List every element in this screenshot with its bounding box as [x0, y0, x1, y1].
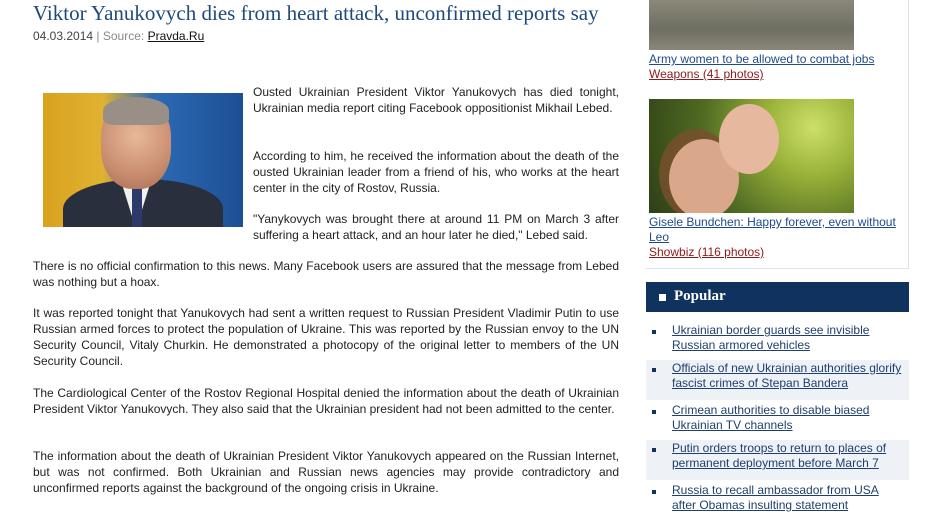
popular-link-2[interactable]: Officials of new Ukrainian authorities glorify fascist crimes of Stepan Bandera [672, 361, 902, 390]
article-photo [43, 93, 243, 227]
article-paragraph-1: Ousted Ukrainian President Viktor Yanukovych has died tonight, Ukrainian media report citing Facebook oppositionist Mikhail Lebed. [253, 85, 619, 115]
gallery-thumb-gisele[interactable] [649, 99, 854, 213]
bullet-icon [652, 368, 656, 372]
popular-link-4[interactable]: Putin orders troops to return to places of permanent deployment before March 7 [672, 441, 887, 470]
gallery-thumb-army[interactable] [649, 0, 854, 50]
gallery-category-weapons[interactable]: Weapons (41 photos) [649, 67, 764, 81]
popular-item [646, 360, 909, 400]
bullet-icon [652, 410, 656, 414]
article-paragraph-7: The information about the death of Ukrainian President Viktor Yanukovych appeared on the Russian Internet, but was not confirmed. Both Ukrainian and Russian news agencies may provide contradictory and unconfirmed reports against the background of the ongoing crisis in Ukraine. [33, 449, 619, 495]
bullet-icon [652, 330, 656, 334]
popular-title: Popular [674, 288, 726, 304]
popular-link-5[interactable]: Russia to recall ambassador from USA after Obamas insulting statement [672, 483, 879, 512]
source-link[interactable]: Pravda.Ru [147, 29, 205, 43]
article-paragraph-4: There is no official confirmation to this news. Many Facebook users are assured that the message from Lebed was nothing but a hoax. [33, 259, 619, 289]
article [33, 0, 619, 495]
gallery-link-gisele[interactable]: Gisele Bundchen: Happy forever, even without Leo [649, 215, 896, 244]
gallery-category-showbiz[interactable]: Showbiz (116 photos) [649, 245, 765, 259]
article-date: 04.03.2014 [33, 29, 94, 43]
article-paragraph-3: "Yanykovych was brought there at around 11 PM on March 3 after suffering a heart attack, and an hour later he died," Lebed said. [253, 212, 619, 242]
popular-link-1[interactable]: Ukrainian border guards see invisible Russian armored vehicles [672, 323, 870, 352]
bullet-icon [652, 490, 656, 494]
article-paragraph-6: The Cardiological Center of the Rostov Regional Hospital denied the information about the death of Ukrainian President Viktor Yanukovych. They also said that the Ukrainian president had not been admitted to the center. [33, 386, 619, 416]
popular-item [646, 482, 909, 522]
popular-item [646, 402, 909, 442]
meta-separator: | [96, 29, 100, 43]
popular-square-icon [659, 294, 666, 301]
popular-item [646, 322, 909, 362]
bullet-icon [652, 448, 656, 452]
article-headline: Viktor Yanukovych dies from heart attack, unconfirmed reports say [33, 1, 599, 25]
source-label: Source: [102, 29, 145, 43]
article-paragraph-5: It was reported tonight that Yanukovych had sent a written request to Russian President Vladimir Putin to use Russian armed forces to protect the population of Ukraine. This was reported by the Russian envoy to the UN Security Council, Vitaly Churkin. He demonstrated a photocopy of the original letter to members of the UN Security Council. [33, 306, 619, 368]
article-meta [33, 29, 619, 45]
popular-item [646, 440, 909, 480]
article-paragraph-2: According to him, he received the information about the death of the ousted Ukrainian leader from a friend of his, who works at the heart center in the city of Rostov, Russia. [253, 149, 619, 195]
popular-link-3[interactable]: Crimean authorities to disable biased Ukrainian TV channels [672, 403, 870, 432]
popular-header [646, 282, 909, 312]
gallery-link-army[interactable]: Army women to be allowed to combat jobs [649, 52, 875, 66]
